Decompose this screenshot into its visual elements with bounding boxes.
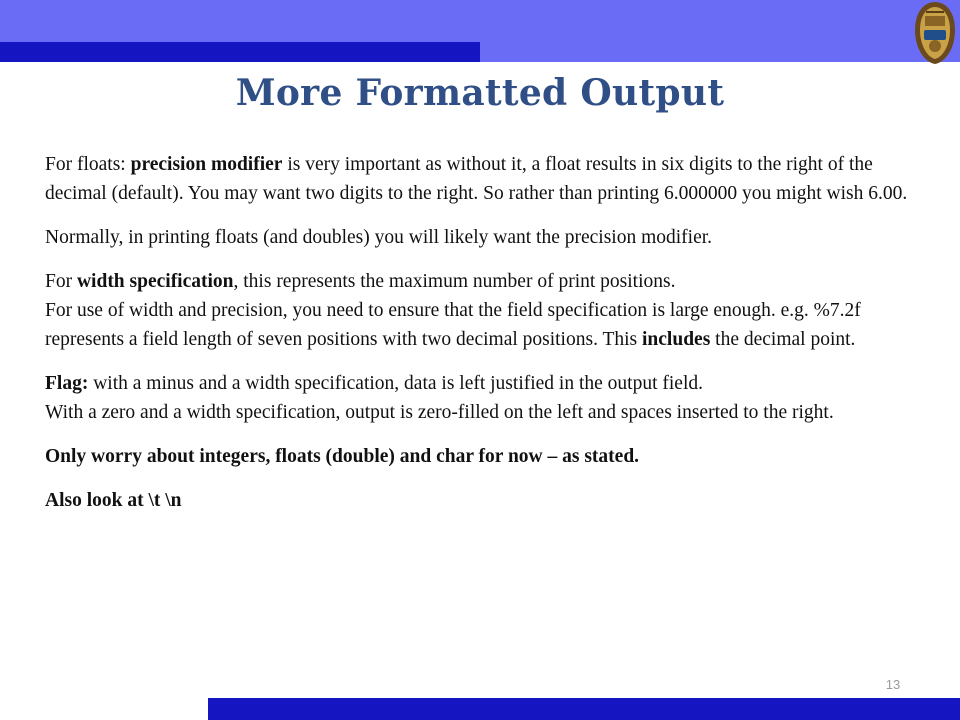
paragraph-width: For width specification, this represents the maximum number of print positions. (45, 271, 676, 292)
paragraph-normally: Normally, in printing floats (and doubles) you will likely want the precision modifier. (45, 227, 713, 248)
paragraph-only-worry: Only worry about integers, floats (double) and char for now – as stated. (45, 446, 640, 467)
paragraph-width-precision: For use of width and precision, you need to ensure that the field specification is large enough. e.g. %7.2f represents a field length of seven positions with two decimal positions. This includes the decimal point. (45, 300, 861, 350)
slide-title: More Formatted Output (235, 72, 725, 114)
paragraph-precision: For floats: precision modifier is very important as without it, a float results in six digits to the right of the decimal (default). You may want two digits to the right. So rather than printing 6.000000 you might wish 6.00. (45, 154, 908, 204)
slide-body (45, 150, 915, 530)
header-stripe (0, 42, 480, 62)
page-number: 13 (885, 677, 901, 692)
paragraph-zero-fill: With a zero and a width specification, output is zero-filled on the left and spaces inserted to the right. (45, 402, 834, 423)
paragraph-flag: Flag: with a minus and a width specification, data is left justified in the output field. (45, 373, 703, 394)
footer-bar (208, 698, 960, 720)
paragraph-also-look: Also look at \t \n (45, 490, 182, 511)
crest-logo-icon (912, 0, 958, 66)
